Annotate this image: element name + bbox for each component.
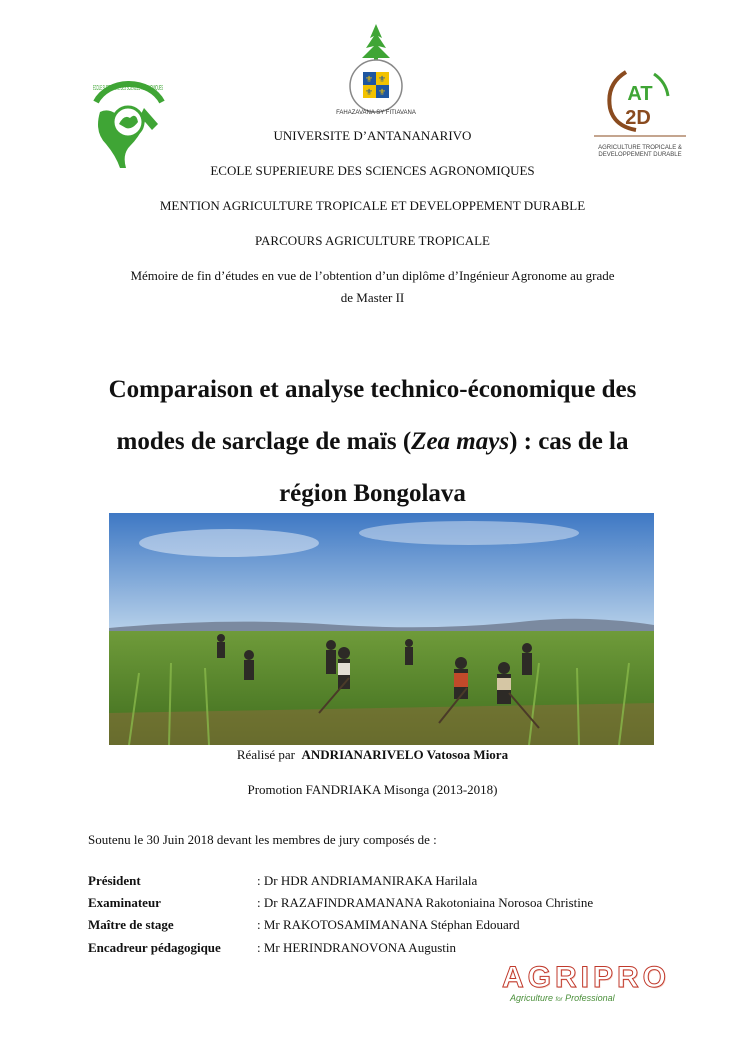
jury-role-encadreur: Encadreur pédagogique <box>88 940 221 955</box>
jury-role-president: Président <box>88 873 141 888</box>
at2d-number: 2D <box>625 107 651 129</box>
parcours-name: PARCOURS AGRICULTURE TROPICALE <box>254 233 490 248</box>
svg-text:⚜: ⚜ <box>364 87 374 97</box>
jury-member-maitre-de-stage: : Mr RAKOTOSAMIMANANA Stéphan Edouard <box>257 917 520 932</box>
jury-member-president: : Dr HDR ANDRIAMANIRAKA Harilala <box>257 873 478 888</box>
agripro-tagline-3: Professional <box>565 993 615 1003</box>
title-line-2-post: ) : cas de la <box>509 428 629 455</box>
jury-member-examinateur: : Dr RAZAFINDRAMANANA Rakotoniaina Norosoa Christine <box>257 895 594 910</box>
agripro-tagline <box>510 993 712 1006</box>
school-name: ECOLE SUPERIEURE DES SCIENCES AGRONOMIQUES <box>210 163 535 178</box>
jury-member-encadreur: : Mr HERINDRANOVONA Augustin <box>257 940 456 955</box>
svg-text:⚜: ⚜ <box>377 87 387 97</box>
essa-logo-icon <box>86 72 170 172</box>
title-species: Zea mays <box>411 428 510 455</box>
title-line-2 <box>0 416 745 468</box>
title-line-3: région Bongolava <box>279 480 466 507</box>
at2d-mark: AT <box>627 83 653 105</box>
agripro-brand: AGRIPRO <box>502 961 671 994</box>
author-line <box>0 747 745 763</box>
at2d-logo <box>592 64 688 160</box>
at2d-emblem-icon <box>592 64 688 138</box>
thesis-title <box>0 364 745 520</box>
svg-text:⚜: ⚜ <box>364 74 374 84</box>
agripro-logo <box>502 963 712 1005</box>
mention-name: MENTION AGRICULTURE TROPICALE ET DEVELOPPEMENT DURABLE <box>159 198 586 213</box>
promotion: Promotion FANDRIAKA Misonga (2013-2018) <box>247 782 498 797</box>
essa-logo <box>86 72 170 172</box>
memoire-line-2: de Master II <box>340 290 405 305</box>
seal-motto: FAHAZAVANA SY FITIAVANA <box>336 110 416 116</box>
memoire-line-1: Mémoire de fin d’études en vue de l’obtention d’un diplôme d’Ingénieur Agronome au grade <box>130 268 615 283</box>
field-workers-illustration <box>109 513 654 745</box>
jury-role-maitre-de-stage: Maître de stage <box>88 917 174 932</box>
title-line-2-pre: modes de sarclage de maïs ( <box>116 428 412 455</box>
essa-logo-text: ECOLE SUPERIEURE DES SCIENCES AGRONOMIQUES <box>93 85 164 92</box>
defense-line: Soutenu le 30 Juin 2018 devant les membres de jury composés de : <box>88 832 437 847</box>
university-name: UNIVERSITE D’ANTANANARIVO <box>273 128 472 143</box>
jury-role-examinateur: Examinateur <box>88 895 161 910</box>
title-line-1: Comparaison et analyse technico-économique des <box>108 376 637 403</box>
university-seal <box>334 20 418 118</box>
author-label: Réalisé par <box>236 747 296 762</box>
maize-field-photo <box>109 513 654 745</box>
seal-tree-icon <box>334 20 418 118</box>
svg-text:⚜: ⚜ <box>377 74 387 84</box>
agripro-tagline-1: Agriculture <box>510 993 554 1003</box>
at2d-caption-1: AGRICULTURE TROPICALE & <box>598 145 682 151</box>
at2d-caption-2: DEVELOPPEMENT DURABLE <box>598 152 682 158</box>
author-name: ANDRIANARIVELO Vatosoa Miora <box>301 747 509 762</box>
agripro-tagline-2: for <box>555 997 563 1003</box>
